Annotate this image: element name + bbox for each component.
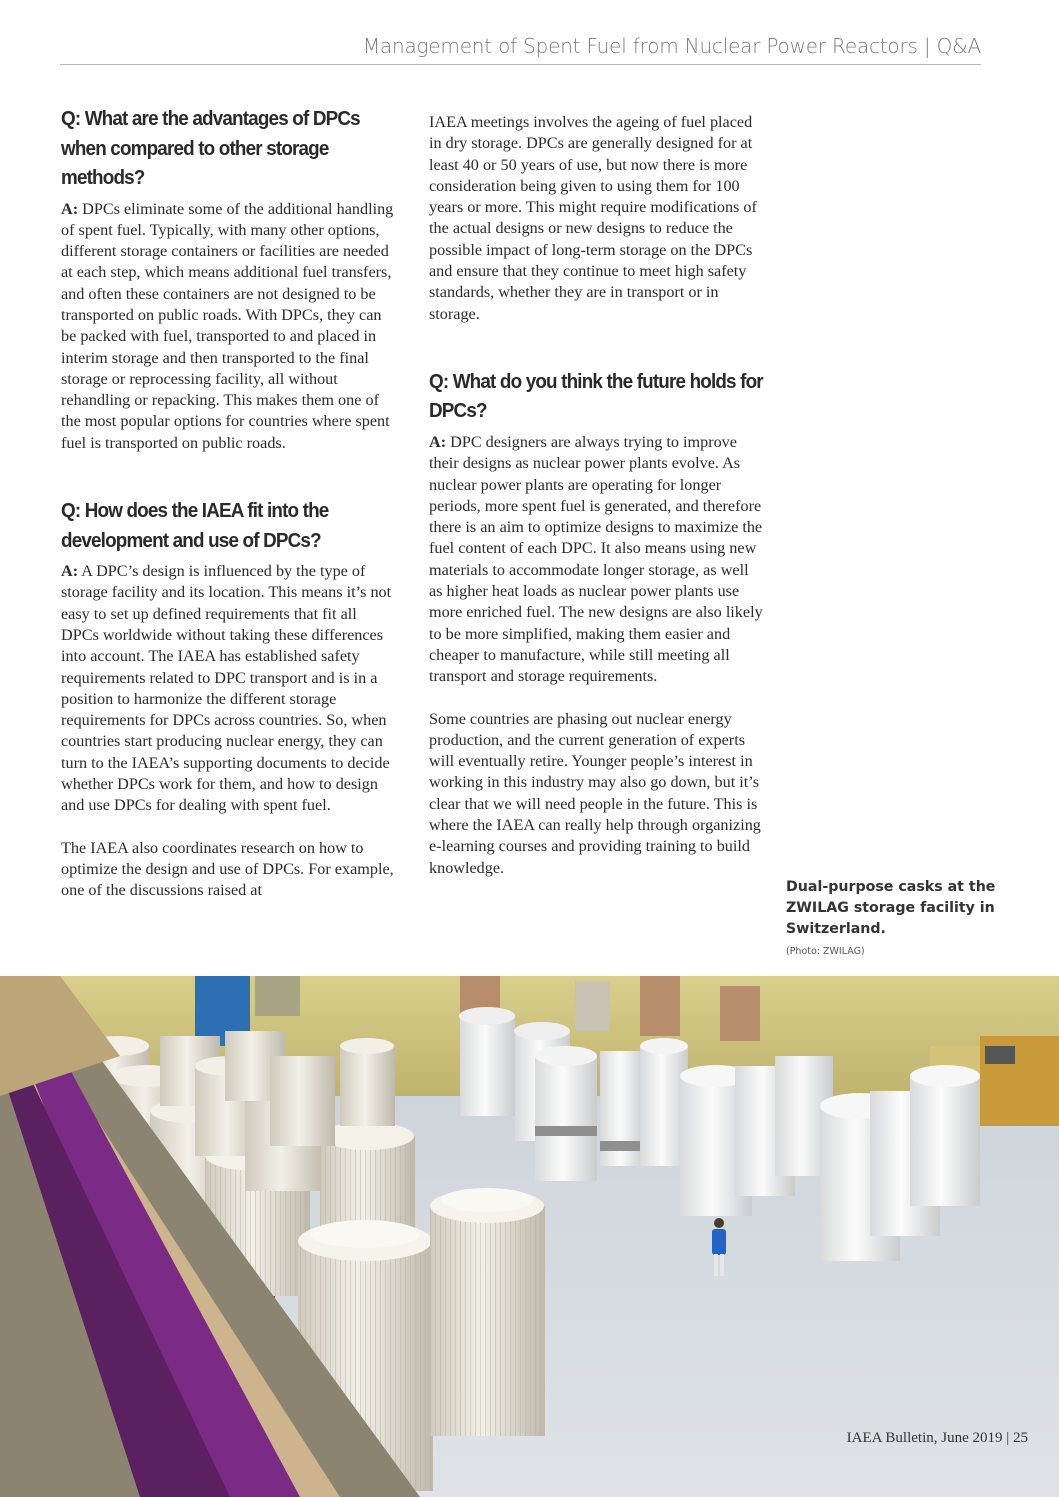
answer-lead: A: [429, 432, 447, 451]
running-header: Management of Spent Fuel from Nuclear Power Reactors | Q&A [362, 34, 981, 58]
photo-caption: Dual-purpose casks at the ZWILAG storage facility in Switzerland. [786, 879, 996, 937]
answer-text: DPC designers are always trying to improve their designs as nuclear power plants evolve. As nuclear power plants are operating for longer periods, more spent fuel is generated, and therefore there is an aim to optimize designs to maximize the fuel content of each DPC. It also means using new materials to accommodate longer storage, as well as higher heat loads as nuclear power plants use more enriched fuel. The new designs are also likely to be more simplified, making them easier and cheaper to manufacture, while still meeting all transport and storage requirements. [429, 432, 763, 686]
answer-paragraph: Some countries are phasing out nuclear energy production, and the current generation of experts will eventually retire. Younger people’s interest in working in this industry may also go down, but it’s clear that we will need people in the future. This is where the IAEA can really help through organizing e-learning courses and providing training to build knowledge. [429, 709, 761, 877]
photo-credit: (Photo: ZWILAG) [786, 946, 865, 957]
continued-paragraph: IAEA meetings involves the ageing of fuel placed in dry storage. DPCs are generally designed for at least 40 or 50 years of use, but now there is more consideration being given to using them for 100 years or more. This might require modifications of the actual designs or new designs to reduce the possible impact of long-term storage on the DPCs and ensure that they continue to meet high safety standards, whether they are in transport or in storage. [429, 113, 757, 323]
answer-paragraph [61, 561, 397, 817]
answer-text: A DPC’s design is influenced by the type of storage facility and its location. This means it’s not easy to set up defined requirements that fit all DPCs worldwide without taking these differences into account. The IAEA has established safety requirements related to DPC transport and is in a position to harmonize the different storage requirements for DPCs across countries. So, when countries start producing nuclear energy, they can turn to the IAEA’s supporting documents to decide whether DPCs work for them, and how to design and use DPCs for dealing with spent fuel. [61, 562, 392, 815]
answer-paragraph [61, 199, 397, 455]
right-column [429, 112, 765, 879]
answer-lead: A: [61, 199, 79, 218]
answer-text: DPCs eliminate some of the additional handling of spent fuel. Typically, with many other options, different storage containers or facilities are needed at each step, which means additional fuel transfers, and often these containers are not designed to be transported on public roads. With DPCs, they can be packed with fuel, transported to and placed in interim storage and then transported to the final storage or reprocessing facility, all without rehandling or repacking. This makes them one of the most popular options for countries where spent fuel is transported on public roads. [61, 199, 394, 452]
question-heading: Q: What are the advantages of DPCs when compared to other storage methods? [61, 107, 360, 189]
answer-paragraph [429, 432, 765, 688]
page-footer: IAEA Bulletin, June 2019 | 25 [846, 1430, 1028, 1446]
left-column [61, 104, 397, 902]
question-heading: Q: What do you think the future holds for DPCs? [429, 369, 763, 423]
answer-paragraph: The IAEA also coordinates research on how to optimize the design and use of DPCs. For example, one of the discussions raised at [61, 838, 394, 900]
answer-lead: A: [61, 562, 79, 581]
question-heading: Q: How does the IAEA fit into the development and use of DPCs? [61, 499, 329, 552]
header-rule [60, 64, 981, 65]
storage-hall-photo [0, 976, 1059, 1497]
